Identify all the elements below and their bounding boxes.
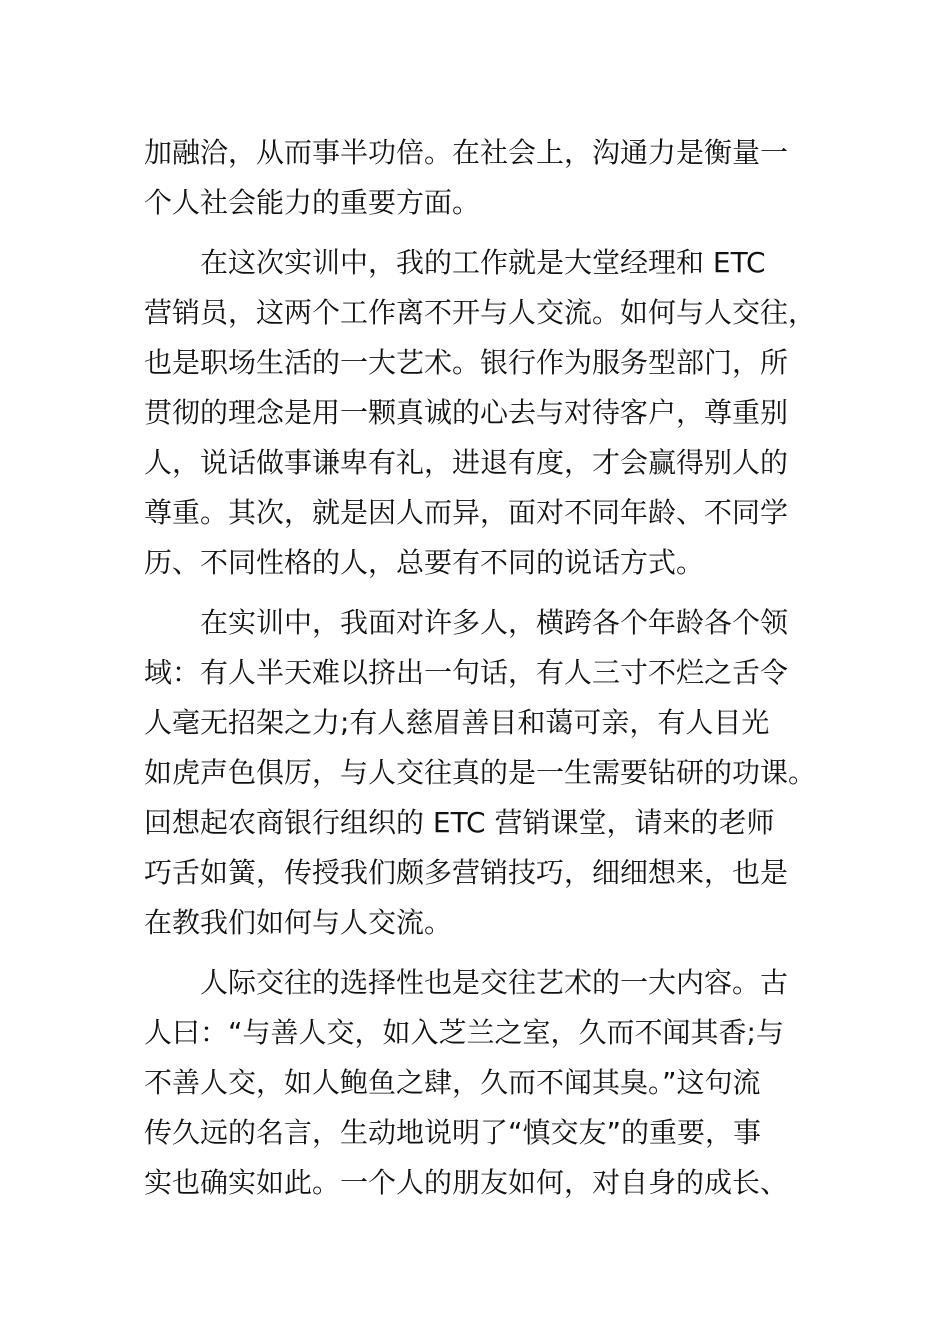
text-line: 营销员，这两个工作离不开与人交流。如何与人交往， (144, 296, 817, 329)
text-line: 在这次实训中，我的工作就是大堂经理和 ETC (144, 246, 766, 279)
text-line: 不善人交，如人鲍鱼之肆，久而不闻其臭。”这句流 (144, 1066, 761, 1099)
text-line: 人毫无招架之力;有人慈眉善目和蔼可亲，有人目光 (144, 706, 770, 739)
text-line: 个人社会能力的重要方面。 (144, 186, 481, 219)
text-line: 在实训中，我面对许多人，横跨各个年龄各个领 (144, 606, 789, 639)
text-line: 尊重。其次，就是因人而异，面对不同年龄、不同学 (144, 496, 789, 529)
text-line: 也是职场生活的一大艺术。银行作为服务型部门，所 (144, 346, 789, 379)
text-line: 如虎声色俱厉，与人交往真的是一生需要钻研的功课。 (144, 756, 817, 789)
text-line: 巧舌如簧，传授我们颇多营销技巧，细细想来，也是 (144, 856, 789, 889)
paragraph-1 (144, 128, 834, 228)
text-line: 在教我们如何与人交流。 (144, 906, 453, 939)
text-line: 回想起农商银行组织的 ETC 营销课堂，请来的老师 (144, 806, 775, 839)
text-line: 传久远的名言，生动地说明了“慎交友”的重要，事 (144, 1116, 762, 1149)
paragraph-3 (144, 598, 834, 948)
text-line: 实也确实如此。一个人的朋友如何，对自身的成长、 (144, 1166, 789, 1199)
text-line: 贯彻的理念是用一颗真诚的心去与对待客户，尊重别 (144, 396, 789, 429)
text-line: 人际交往的选择性也是交往艺术的一大内容。古 (144, 966, 789, 999)
paragraph-4 (144, 958, 834, 1208)
text-line: 加融洽，从而事半功倍。在社会上，沟通力是衡量一 (144, 136, 789, 169)
text-line: 历、不同性格的人，总要有不同的说话方式。 (144, 546, 705, 579)
paragraph-2 (144, 238, 834, 588)
text-line: 域：有人半天难以挤出一句话，有人三寸不烂之舌令 (144, 656, 789, 689)
text-line: 人曰：“与善人交，如入芝兰之室，久而不闻其香;与 (144, 1016, 784, 1049)
text-line: 人，说话做事谦卑有礼，进退有度，才会赢得别人的 (144, 446, 789, 479)
